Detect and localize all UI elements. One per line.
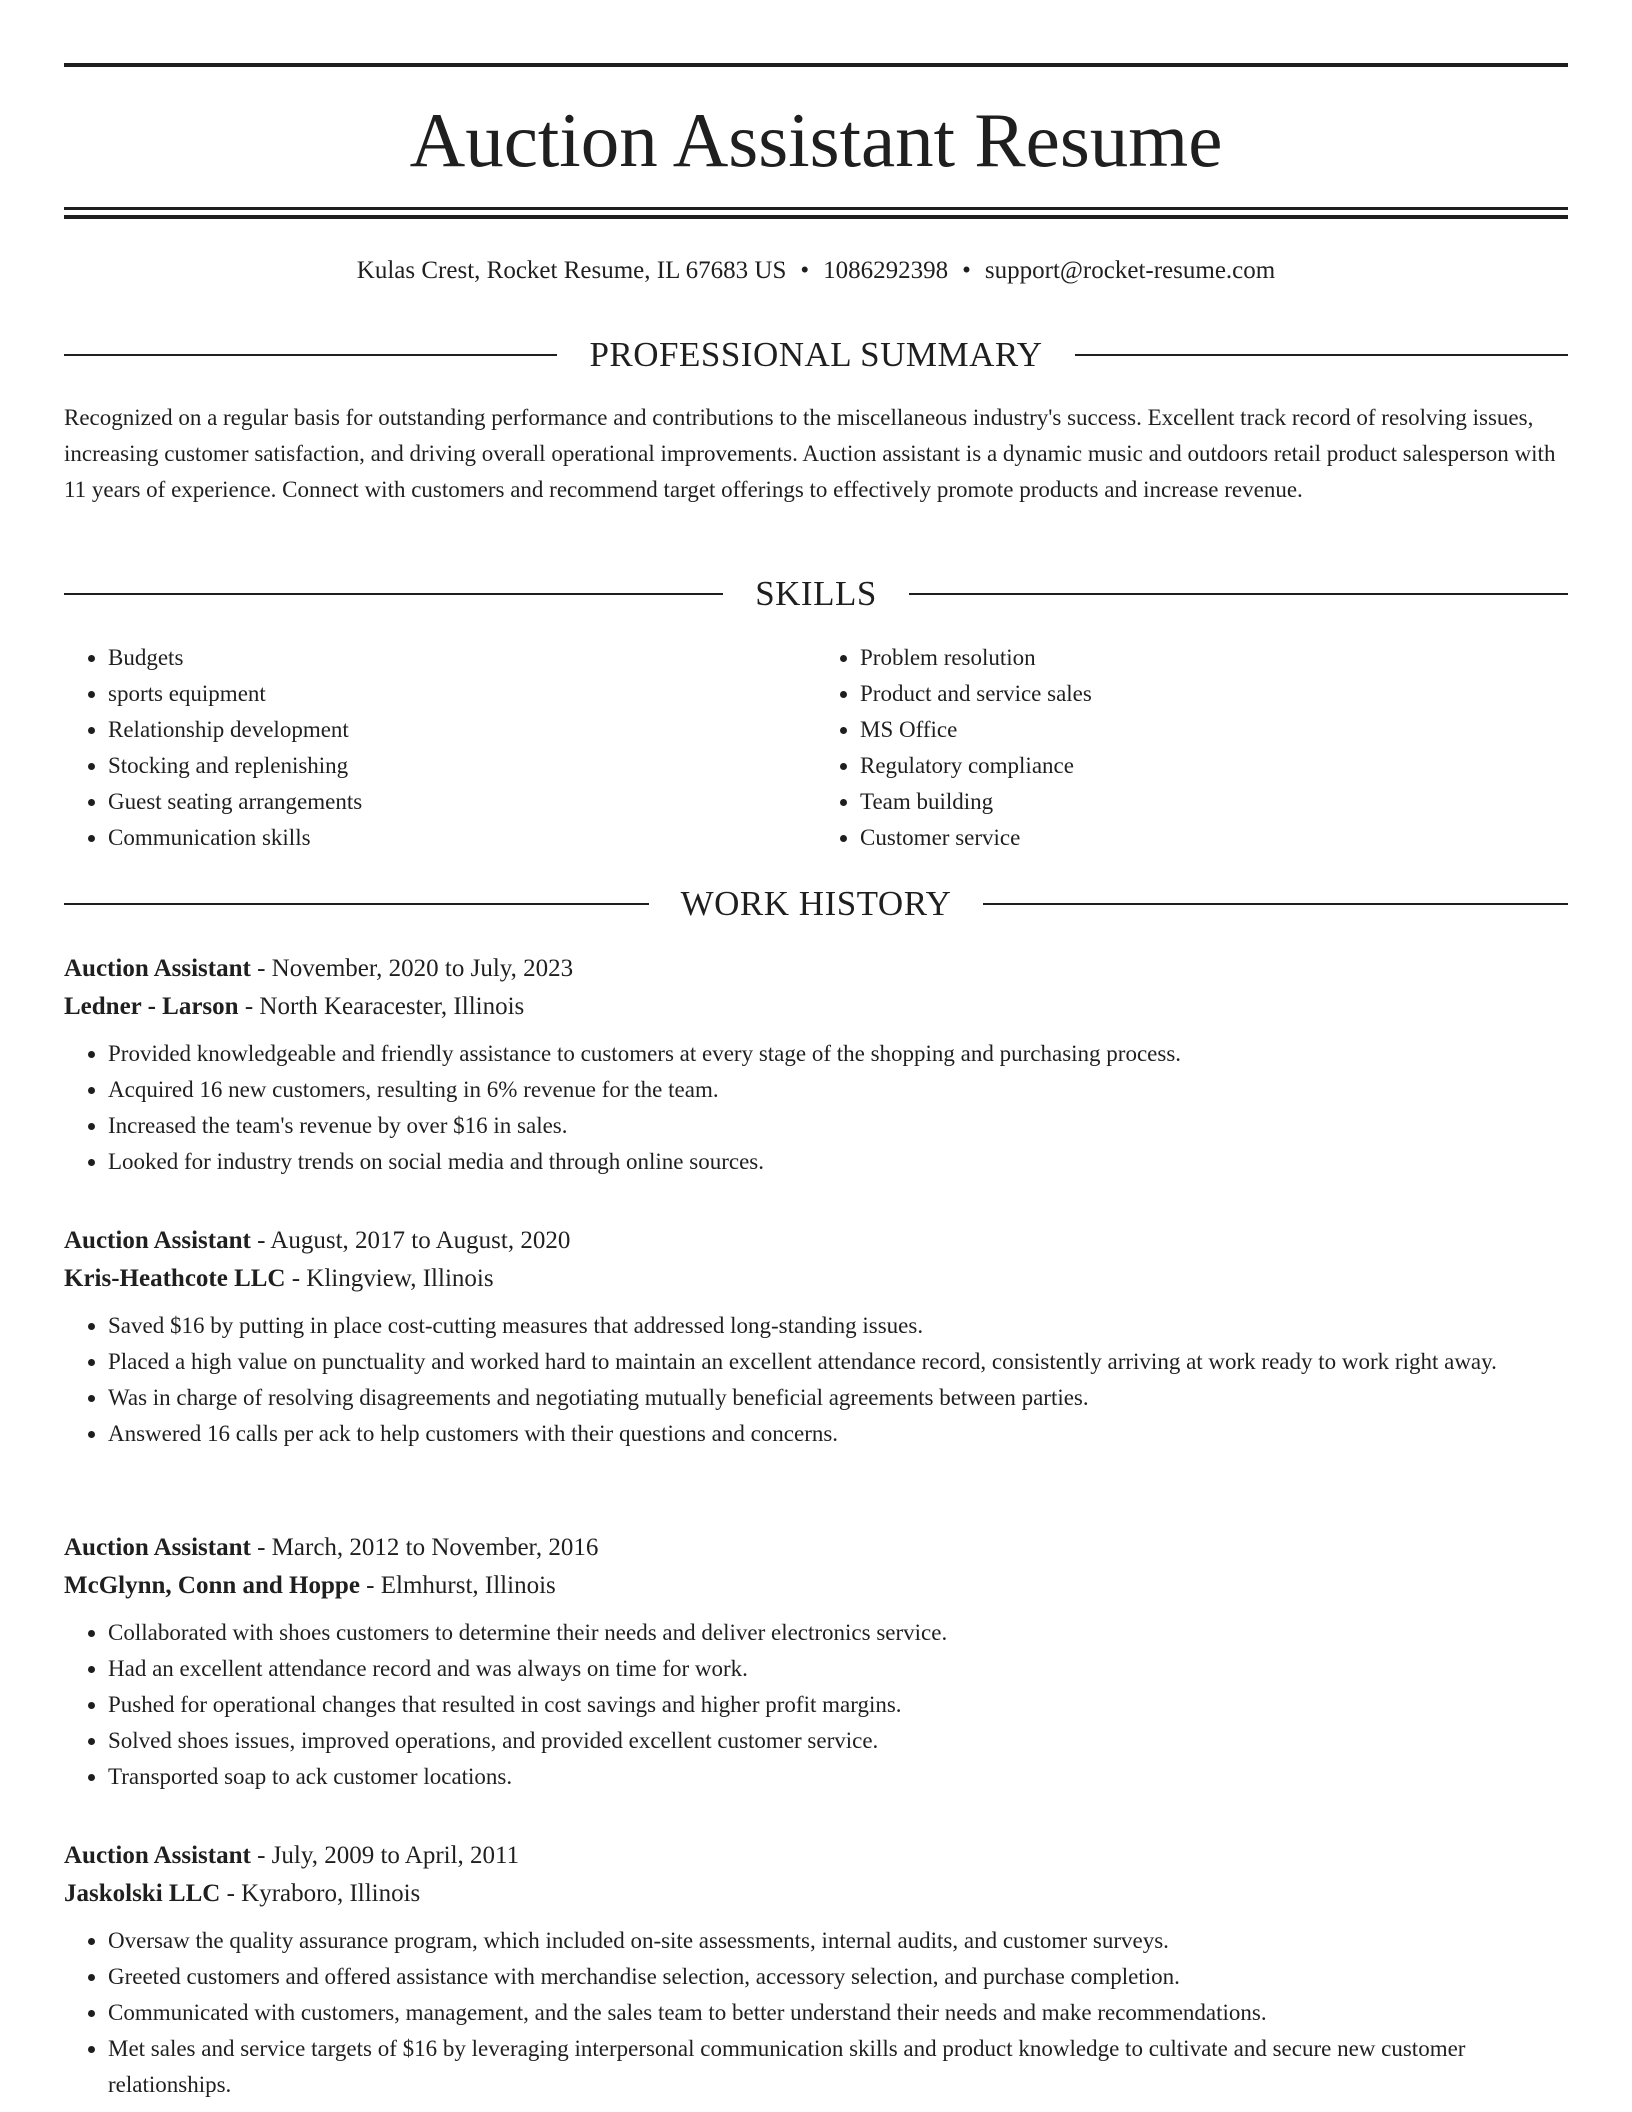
- divider-line: [64, 354, 557, 356]
- skill-item: • Regulatory compliance: [860, 748, 1568, 784]
- contact-phone: 1086292398: [823, 257, 949, 284]
- job-bullet: • Provided knowledgeable and friendly assistance to customers at every stage of the shopping and purchasing process.: [108, 1036, 1568, 1072]
- job-bullet: • Looked for industry trends on social media and through online sources.: [108, 1144, 1568, 1180]
- skill-item: • Product and service sales: [860, 676, 1568, 712]
- section-title-summary: PROFESSIONAL SUMMARY: [589, 335, 1043, 374]
- job-title: Auction Assistant: [64, 1534, 251, 1561]
- skill-item: • Customer service: [860, 820, 1568, 856]
- job-bullets: [64, 1308, 1568, 1452]
- contact-address: Kulas Crest, Rocket Resume, IL 67683 US: [356, 257, 787, 284]
- job-bullet: • Transported soap to ack customer locations.: [108, 1759, 1568, 1795]
- job-company: Jaskolski LLC: [64, 1880, 221, 1907]
- job-bullet: • Placed a high value on punctuality and worked hard to maintain an excellent attendance record, consistently arriving at work ready to work right away.: [108, 1344, 1568, 1380]
- job-title: Auction Assistant: [64, 1842, 251, 1869]
- skill-item: • Relationship development: [108, 712, 816, 748]
- job-dates: - March, 2012 to November, 2016: [250, 1534, 599, 1561]
- job-title-line: [64, 1222, 1568, 1260]
- job-bullet: • Was in charge of resolving disagreements and negotiating mutually beneficial agreements between parties.: [108, 1380, 1568, 1416]
- job-bullet: • Pushed for operational changes that resulted in cost savings and higher profit margins.: [108, 1687, 1568, 1723]
- skill-item: • Stocking and replenishing: [108, 748, 816, 784]
- job-bullet: • Oversaw the quality assurance program, which included on-site assessments, internal audits, and customer surveys.: [108, 1923, 1568, 1959]
- job-dates: - August, 2017 to August, 2020: [250, 1227, 571, 1254]
- divider-line: [64, 593, 723, 595]
- job-entry: [64, 1222, 1568, 1452]
- divider-line: [983, 903, 1568, 905]
- skill-item: • Team building: [860, 784, 1568, 820]
- summary-text: Recognized on a regular basis for outstanding performance and contributions to the miscellaneous industry's success. Excellent track record of resolving issues, increasing customer satisfaction, and driving overall operational improvements. Auction assistant is a dynamic music and outdoors retail product salesperson with 11 years of experience. Connect with customers and recommend target offerings to effectively promote products and increase revenue.: [64, 405, 1556, 502]
- skill-item: • Problem resolution: [860, 640, 1568, 676]
- job-location: - Klingview, Illinois: [285, 1265, 494, 1292]
- top-rule: [64, 63, 1568, 67]
- job-entry: [64, 1837, 1568, 2103]
- job-location: - Kyraboro, Illinois: [220, 1880, 421, 1907]
- section-header-summary: [64, 333, 1568, 377]
- divider-line: [1075, 354, 1568, 356]
- job-title-line: [64, 950, 1568, 988]
- job-bullets: [64, 1615, 1568, 1795]
- job-bullet: • Saved $16 by putting in place cost-cutting measures that addressed long-standing issues.: [108, 1308, 1568, 1344]
- job-dates: - November, 2020 to July, 2023: [250, 955, 574, 982]
- contact-separator: •: [962, 257, 971, 284]
- divider-line: [64, 903, 649, 905]
- contact-email: support@rocket-resume.com: [984, 257, 1276, 284]
- contact-line: [64, 254, 1568, 288]
- job-company-line: [64, 1567, 1568, 1605]
- job-bullet: • Increased the team's revenue by over $16 in sales.: [108, 1108, 1568, 1144]
- skill-item: • Budgets: [108, 640, 816, 676]
- title-double-rule: [64, 207, 1568, 219]
- section-header-work-history: [64, 882, 1568, 926]
- job-bullet: • Greeted customers and offered assistance with merchandise selection, accessory selection, and purchase completion.: [108, 1959, 1568, 1995]
- job-location: - North Kearacester, Illinois: [238, 993, 525, 1020]
- job-bullet: • Met sales and service targets of $16 by leveraging interpersonal communication skills and product knowledge to cultivate and secure new customer relationships.: [108, 2031, 1568, 2103]
- job-bullets: [64, 1923, 1568, 2103]
- job-bullet: • Answered 16 calls per ack to help customers with their questions and concerns.: [108, 1416, 1568, 1452]
- section-title-skills: SKILLS: [755, 574, 877, 613]
- skills-column-left: [64, 640, 816, 856]
- page-title: Auction Assistant Resume: [409, 97, 1223, 183]
- skills-list: [64, 640, 1568, 856]
- section-title-work-history: WORK HISTORY: [680, 884, 952, 923]
- job-entry: [64, 1529, 1568, 1795]
- divider-line: [909, 593, 1568, 595]
- contact-separator: •: [800, 257, 810, 284]
- job-title: Auction Assistant: [64, 1227, 251, 1254]
- job-location: - Elmhurst, Illinois: [359, 1572, 556, 1599]
- job-title-line: [64, 1529, 1568, 1567]
- skill-item: • Guest seating arrangements: [108, 784, 816, 820]
- skill-item: • Communication skills: [108, 820, 816, 856]
- job-bullet: • Acquired 16 new customers, resulting in 6% revenue for the team.: [108, 1072, 1568, 1108]
- section-header-skills: [64, 572, 1568, 616]
- job-dates: - July, 2009 to April, 2011: [250, 1842, 520, 1869]
- job-bullet: • Had an excellent attendance record and was always on time for work.: [108, 1651, 1568, 1687]
- job-entry: [64, 950, 1568, 1180]
- job-bullet: • Solved shoes issues, improved operations, and provided excellent customer service.: [108, 1723, 1568, 1759]
- job-bullets: [64, 1036, 1568, 1180]
- job-company-line: [64, 1260, 1568, 1298]
- job-company-line: [64, 988, 1568, 1026]
- job-bullet: • Collaborated with shoes customers to determine their needs and deliver electronics service.: [108, 1615, 1568, 1651]
- skill-item: • MS Office: [860, 712, 1568, 748]
- skills-column-right: [816, 640, 1568, 856]
- job-company-line: [64, 1875, 1568, 1913]
- job-company: Ledner - Larson: [64, 993, 239, 1020]
- job-company: McGlynn, Conn and Hoppe: [64, 1572, 360, 1599]
- job-bullet: • Communicated with customers, management, and the sales team to better understand their needs and make recommendations.: [108, 1995, 1568, 2031]
- skill-item: • sports equipment: [108, 676, 816, 712]
- job-title-line: [64, 1837, 1568, 1875]
- job-company: Kris-Heathcote LLC: [64, 1265, 286, 1292]
- job-title: Auction Assistant: [64, 955, 251, 982]
